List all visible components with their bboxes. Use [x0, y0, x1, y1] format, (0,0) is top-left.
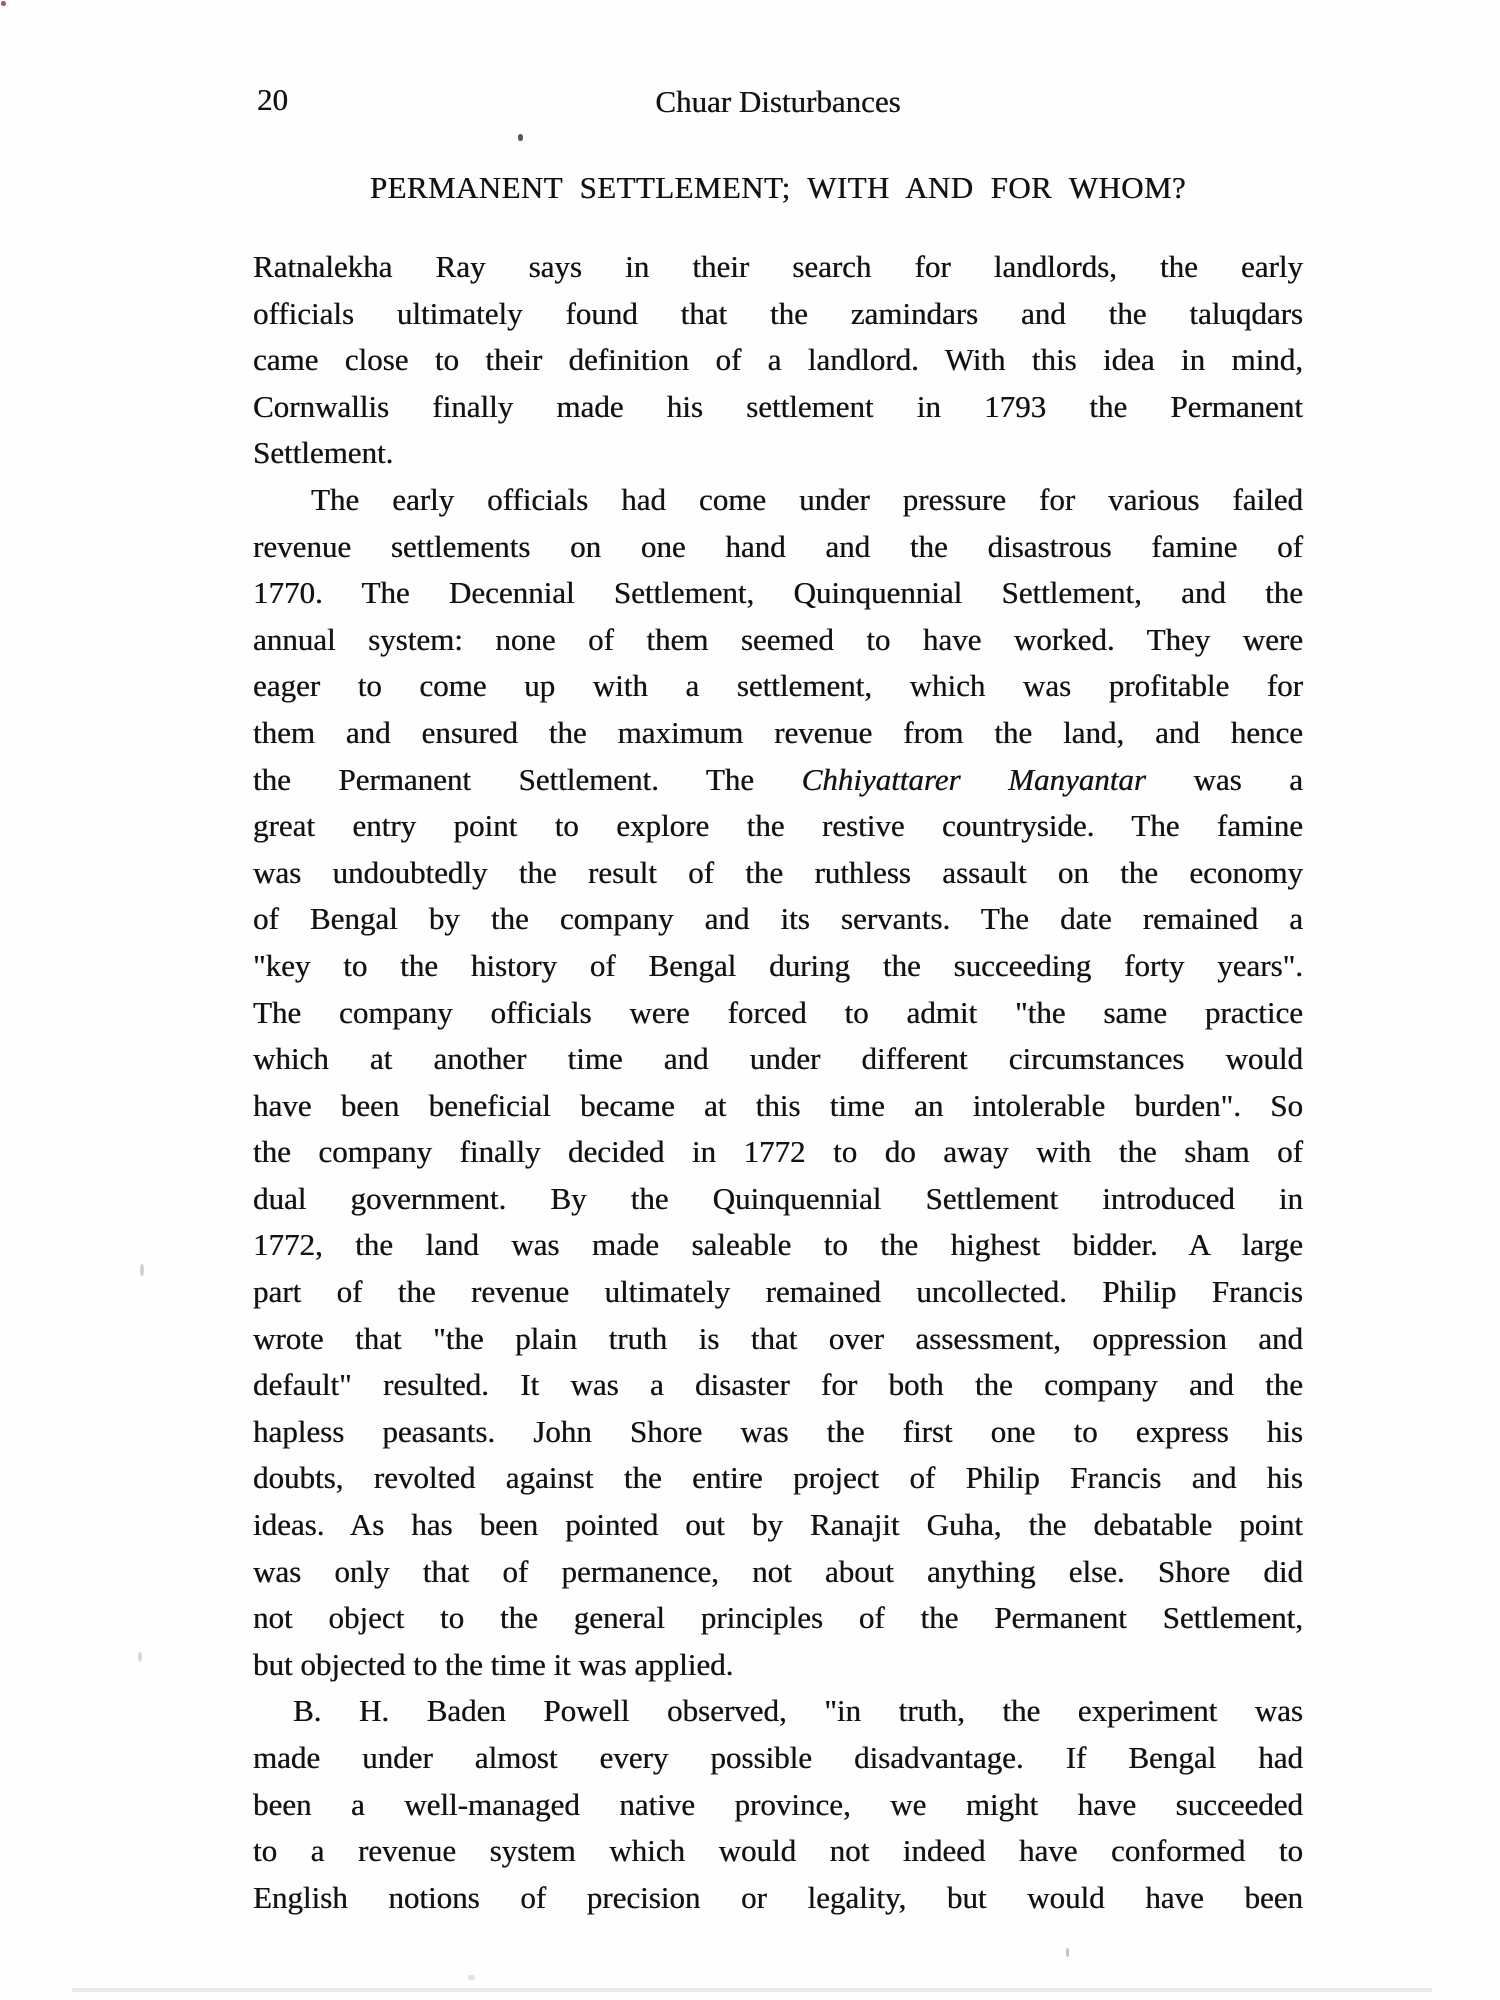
body-line: not object to the general principles of the Permanent Settlement,	[253, 1600, 1303, 1636]
body-line: The company officials were forced to admit "the same practice	[253, 994, 1303, 1030]
body-line: the company finally decided in 1772 to do away with the sham of	[253, 1134, 1303, 1170]
body-line: made under almost every possible disadvantage. If Bengal had	[253, 1740, 1303, 1775]
body-line: dual government. By the Quinquennial Settlement introduced in	[253, 1180, 1303, 1216]
section-heading: PERMANENT SETTLEMENT; WITH AND FOR WHOM?	[369, 170, 1187, 205]
body-line: eager to come up with a settlement, which was profitable for	[253, 668, 1303, 704]
page-number: 20	[257, 82, 288, 117]
body-line: default" resulted. It was a disaster for both the company and the	[253, 1367, 1303, 1403]
body-line: to a revenue system which would not indeed have conformed to	[253, 1833, 1303, 1869]
body-line: 1770. The Decennial Settlement, Quinquennial Settlement, and the	[253, 575, 1303, 611]
body-line: English notions of precision or legality, but would have been	[253, 1879, 1303, 1915]
body-line	[253, 757, 1303, 804]
body-line: Settlement.	[253, 435, 394, 471]
body-line: was only that of permanence, not about anything else. Shore did	[253, 1553, 1303, 1589]
body-line: Ratnalekha Ray says in their search for landlords, the early	[253, 249, 1303, 284]
body-line: hapless peasants. John Shore was the first one to express his	[253, 1413, 1303, 1449]
body-line: wrote that "the plain truth is that over assessment, oppression and	[253, 1320, 1303, 1356]
body-line-segment: the Permanent Settlement. The	[253, 761, 802, 797]
scan-speck	[1066, 1948, 1069, 1957]
body-line: annual system: none of them seemed to have worked. They were	[253, 621, 1303, 657]
body-line-segment: was a	[1145, 761, 1303, 797]
body-line: but objected to the time it was applied.	[253, 1646, 734, 1682]
body-line: have been beneficial became at this time an intolerable burden". So	[253, 1087, 1303, 1123]
body-line: was undoubtedly the result of the ruthless assault on the economy	[253, 854, 1303, 890]
scan-speck	[138, 1652, 142, 1662]
body-line: them and ensured the maximum revenue from the land, and hence	[253, 714, 1303, 750]
body-line: which at another time and under different circumstances would	[253, 1041, 1303, 1077]
body-line: doubts, revolted against the entire project of Philip Francis and his	[253, 1460, 1303, 1496]
running-title: Chuar Disturbances	[655, 84, 901, 119]
body-line: part of the revenue ultimately remained uncollected. Philip Francis	[253, 1274, 1303, 1310]
text-block	[253, 244, 1303, 1921]
body-line: been a well-managed native province, we might have succeeded	[253, 1786, 1303, 1822]
body-line: came close to their definition of a landlord. With this idea in mind,	[253, 342, 1303, 378]
body-line: great entry point to explore the restive countryside. The famine	[253, 808, 1303, 844]
scan-smudge	[72, 1988, 1432, 1992]
scan-speck	[140, 1264, 144, 1276]
body-line: of Bengal by the company and its servants. The date remained a	[253, 901, 1303, 937]
body-line: revenue settlements on one hand and the disastrous famine of	[253, 528, 1303, 564]
scan-speck	[468, 1975, 475, 1980]
scan-speck	[1, 1, 6, 6]
body-line: ideas. As has been pointed out by Ranajit Guha, the debatable point	[253, 1507, 1303, 1543]
body-line: The early officials had come under pressure for various failed	[311, 481, 1303, 517]
body-line: officials ultimately found that the zamindars and the taluqdars	[253, 295, 1303, 331]
italic-term: Chhiyattarer Manyantar	[801, 761, 1146, 797]
body-line: "key to the history of Bengal during the succeeding forty years".	[253, 947, 1303, 983]
scan-speck	[518, 134, 523, 141]
body-line: B. H. Baden Powell observed, "in truth, the experiment was	[293, 1693, 1303, 1729]
body-line: Cornwallis finally made his settlement in 1793 the Permanent	[253, 388, 1303, 424]
body-line: 1772, the land was made saleable to the highest bidder. A large	[253, 1227, 1303, 1263]
